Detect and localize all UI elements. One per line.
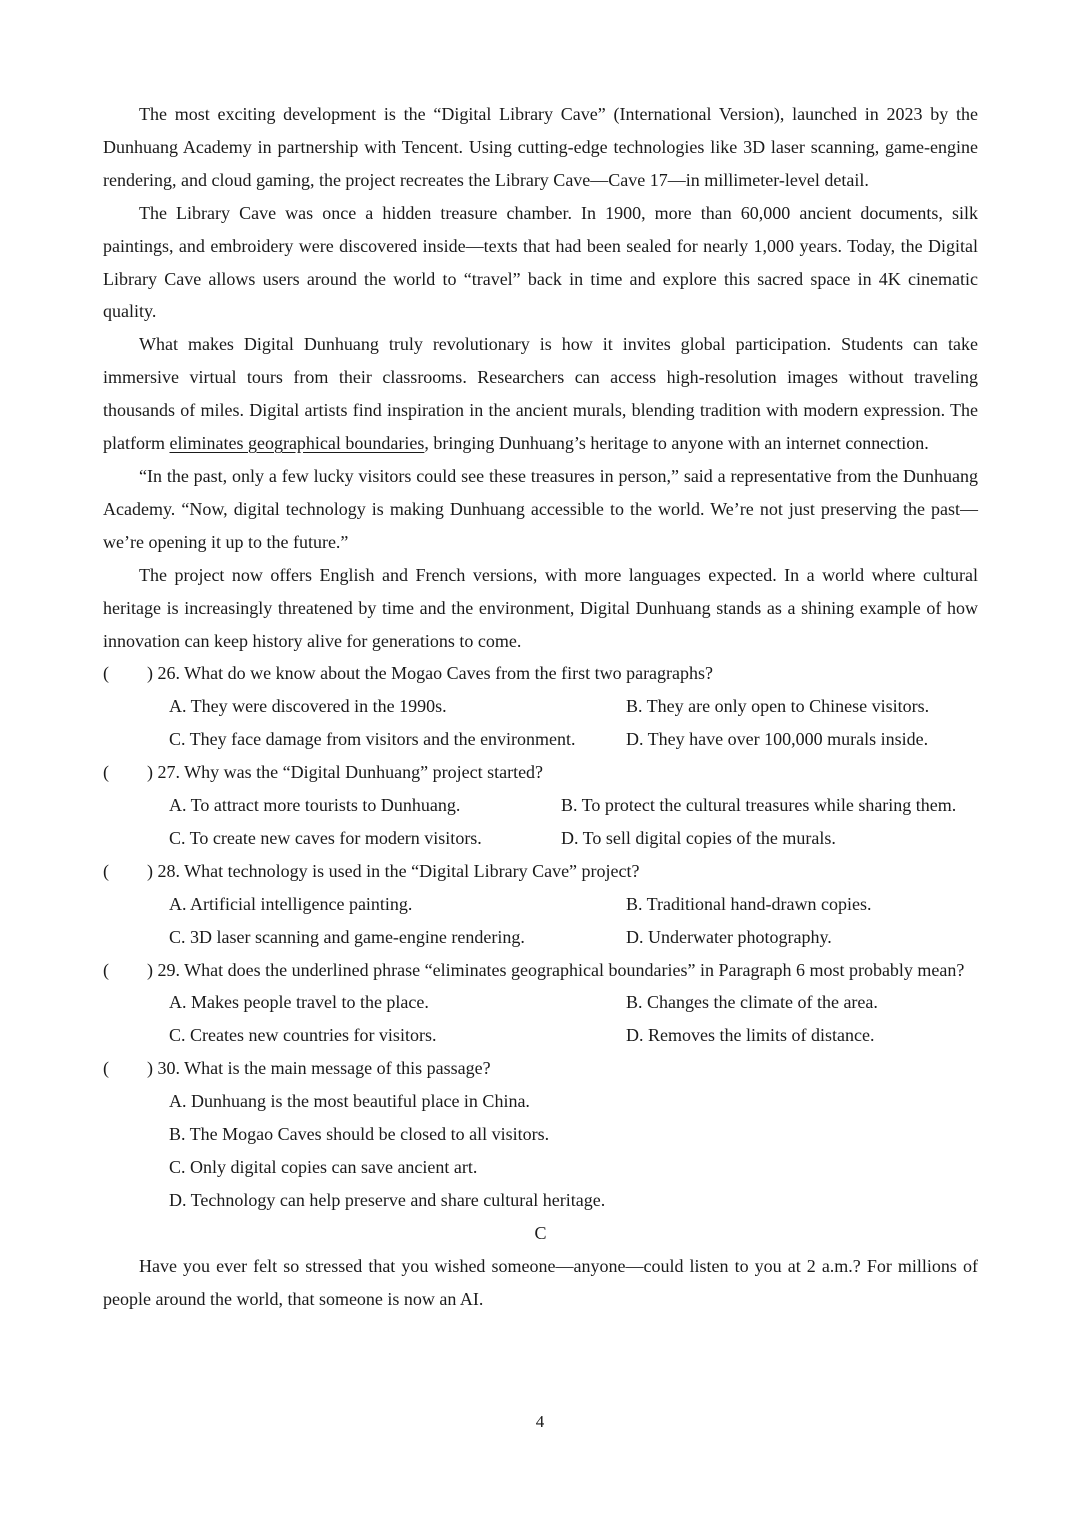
question-stem: ) 29. What does the underlined phrase “eliminates geographical boundaries” in Paragraph 6 most probably mean?: [147, 959, 965, 980]
question-30: [103, 1052, 978, 1085]
option-c: C. Only digital copies can save ancient art.: [169, 1157, 478, 1177]
option-d: D. To sell digital copies of the murals.: [561, 827, 836, 848]
option-a: A. To attract more tourists to Dunhuang.: [169, 795, 461, 816]
option-c: C. 3D laser scanning and game-engine rendering.: [169, 926, 525, 947]
option-a: A. Makes people travel to the place.: [169, 992, 429, 1013]
question-28: [103, 855, 978, 888]
options-row: [103, 789, 978, 822]
paragraph-text: What makes Digital Dunhuang truly revolutionary is how it invites global participation. Students can take immersive virtual tours from their classrooms. Researchers can access high-resolution images without traveling thousands of miles. Digital artists find inspiration in the ancient murals, blending tradition with modern expression. The platform: [103, 334, 978, 454]
options-row: [103, 986, 978, 1019]
option-a: A. Dunhuang is the most beautiful place in China.: [169, 1091, 530, 1112]
question-27: [103, 756, 978, 789]
options-row: [103, 1019, 978, 1052]
option-b: B. To protect the cultural treasures while sharing them.: [561, 795, 957, 816]
paragraph: The Library Cave was once a hidden treasure chamber. In 1900, more than 60,000 ancient documents, silk paintings, and embroidery were discovered inside—texts that had been sealed for nearly 1,000 years. Today, the Digital Library Cave allows users around the world to “travel” back in time and explore this sacred space in 4K cinematic quality.: [103, 202, 978, 322]
exam-page: [103, 98, 978, 1316]
options-row: [103, 723, 978, 756]
answer-blank[interactable]: (: [103, 663, 109, 684]
answer-blank[interactable]: (: [103, 959, 109, 980]
question-26: [103, 657, 978, 690]
option-b: B. Traditional hand-drawn copies.: [626, 893, 872, 914]
option-d: D. Underwater photography.: [626, 926, 832, 947]
option-b: B. They are only open to Chinese visitors.: [626, 696, 930, 717]
page-number: 4: [535, 1412, 545, 1431]
answer-blank[interactable]: (: [103, 1058, 109, 1079]
option-b: B. Changes the climate of the area.: [626, 992, 878, 1013]
options-row: [103, 822, 978, 855]
question-29: [103, 954, 978, 987]
option-c: C. To create new caves for modern visitors.: [169, 827, 482, 848]
option-d: D. Technology can help preserve and share cultural heritage.: [169, 1189, 606, 1210]
paragraph: The project now offers English and French versions, with more languages expected. In a world where cultural heritage is increasingly threatened by time and the environment, Digital Dunhuang stands as a shining example of how innovation can keep history alive for generations to come.: [103, 564, 978, 651]
question-stem: ) 30. What is the main message of this passage?: [147, 1058, 491, 1079]
paragraph-text: , bringing Dunhuang’s heritage to anyone with an internet connection.: [424, 433, 929, 454]
question-stem: ) 27. Why was the “Digital Dunhuang” project started?: [147, 762, 544, 783]
paragraph: The most exciting development is the “Digital Library Cave” (International Version), launched in 2023 by the Dunhuang Academy in partnership with Tencent. Using cutting-edge technologies like 3D laser scanning, game-engine rendering, and cloud gaming, the project recreates the Library Cave—Cave 17—in millimeter-level detail.: [103, 104, 978, 190]
option-c: C. They face damage from visitors and the environment.: [169, 729, 576, 750]
question-stem: ) 26. What do we know about the Mogao Caves from the first two paragraphs?: [147, 663, 714, 684]
option-d: D. They have over 100,000 murals inside.: [626, 729, 929, 750]
question-stem: ) 28. What technology is used in the “Digital Library Cave” project?: [147, 860, 640, 881]
paragraph: [103, 328, 978, 460]
option-d: D. Removes the limits of distance.: [626, 1025, 875, 1046]
answer-blank[interactable]: (: [103, 860, 109, 881]
option-a: A. Artificial intelligence painting.: [169, 893, 413, 914]
answer-blank[interactable]: (: [103, 762, 109, 783]
option-c: C. Creates new countries for visitors.: [169, 1025, 437, 1046]
options-row: [103, 690, 978, 723]
option-a: A. They were discovered in the 1990s.: [169, 696, 447, 717]
section-heading: C: [534, 1222, 547, 1243]
options-row: [103, 921, 978, 954]
options-row: [103, 888, 978, 921]
paragraph: “In the past, only a few lucky visitors could see these treasures in person,” said a representative from the Dunhuang Academy. “Now, digital technology is making Dunhuang accessible to the world. We’re not just preserving the past—we’re opening it up to the future.”: [103, 465, 978, 552]
underlined-phrase: eliminates geographical boundaries: [169, 433, 425, 454]
option-b: B. The Mogao Caves should be closed to all visitors.: [169, 1124, 550, 1145]
paragraph: Have you ever felt so stressed that you wished someone—anyone—could listen to you at 2 a.m.? For millions of people around the world, that someone is now an AI.: [103, 1255, 978, 1309]
